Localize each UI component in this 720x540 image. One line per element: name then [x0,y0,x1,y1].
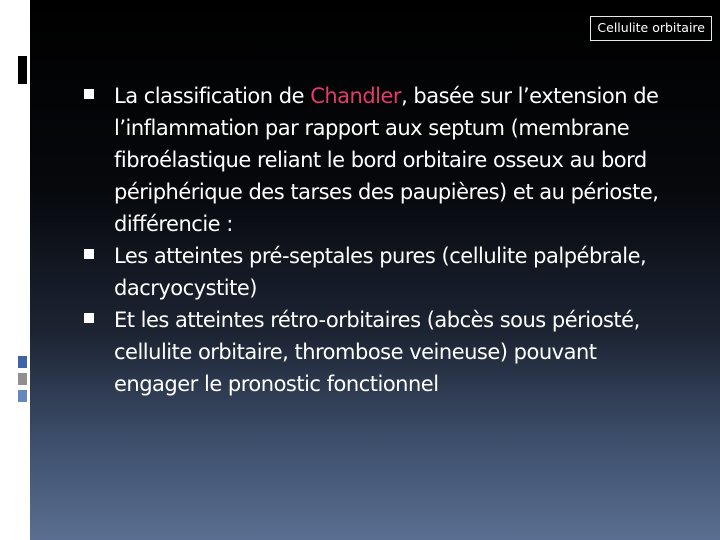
left-accent-bar-gray [18,373,27,385]
bullet-item-retro-orbital [80,304,680,400]
bullet-highlight-chandler: Chandler [310,84,402,108]
bullet-text-rest: , basée sur l’extension de l’inflammation par rapport aux septum (membrane fibroélastique reliant le bord orbitaire osseux au bord périphérique des tarses des paupières) et au périoste, différencie : [114,84,659,236]
slide-header-title: Cellulite orbitaire [590,16,712,41]
square-bullet-icon [84,89,94,99]
bullet-text-retro-orbital: Et les atteintes rétro-orbitaires (abcès sous périosté, cellulite orbitaire, thrombose veineuse) pouvant engager le pronostic fonctionnel [114,308,640,396]
square-bullet-icon [84,313,94,323]
left-accent-bar-blue [18,356,27,368]
left-accent-bar-light-blue [18,390,27,402]
bullet-text-pre-septal: Les atteintes pré-septales pures (cellulite palpébrale, dacryocystite) [114,244,647,300]
bullet-item-pre-septal [80,240,680,304]
bullet-text-intro: La classification de [114,84,311,108]
left-strip [0,0,30,540]
square-bullet-icon [84,249,94,259]
slide-content [80,80,680,400]
left-accent-bar-black [18,56,27,84]
bullet-item-chandler [80,80,680,240]
